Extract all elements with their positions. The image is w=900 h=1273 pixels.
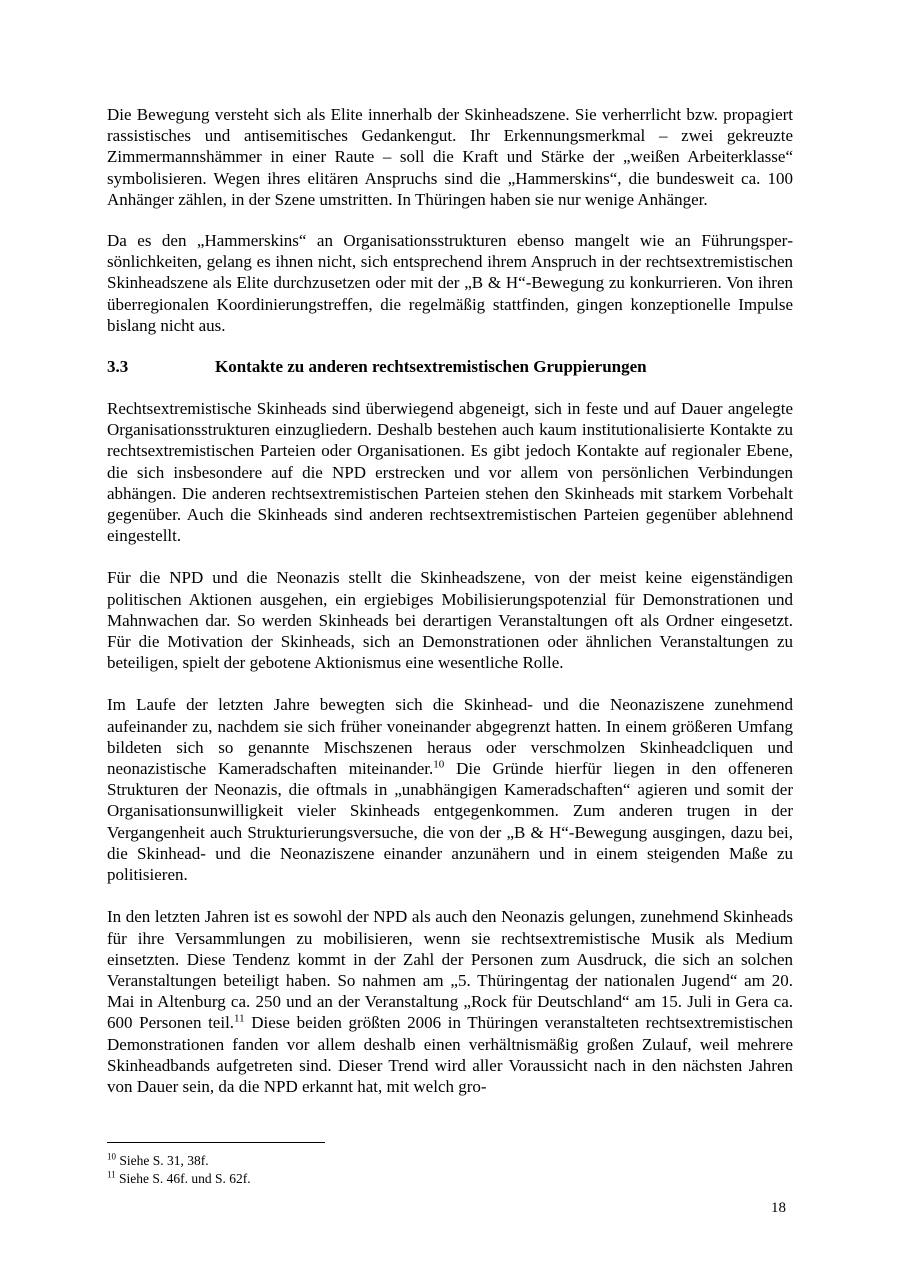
footnote-marker: 11 [107,1169,116,1180]
paragraph-text: Diese beiden größten 2006 in Thüringen veranstalteten rechtsextremistischen Demonstrationen fanden vor allem deshalb einen verhältnismäßig großen Zulauf, weil mehrere Skinheadbands aufgetreten sind. Dieser Trend wird aller Voraussicht nach in den nächsten Jahren von Dauer sein, da die NPD erkannt hat, mit welch gro- [107,1013,793,1096]
paragraph-text: In den letzten Jahren ist es sowohl der NPD als auch den Neonazis gelungen, zunehmend Skinheads für ihre Versammlungen zu mobilisieren, wenn sie rechtsextremistische Musik als Medium einsetzten. Diese Tendenz kommt in der Zahl der Personen zum Ausdruck, die sich an solchen Veranstaltungen beteiligt haben. So nahmen am „5. Thüringentag der nationalen Jugend“ am 20. Mai in Altenburg ca. 250 und an der Veranstaltung „Rock für Deutschland“ am 15. Juli in Gera ca. 600 Personen teil. [107,907,793,1033]
footnote-reference[interactable]: 11 [234,1012,245,1025]
footnote-text: Siehe S. 46f. und S. 62f. [119,1171,251,1186]
paragraph-hammerskins-elite: Die Bewegung versteht sich als Elite innerhalb der Skinheadszene. Sie verherrlicht bzw. propagiert rassistisches und antisemitisches Gedankengut. Ihr Erkennungsmerkmal – zwei gekreuzte Zimmermannshämmer in einer Raute – soll die Kraft und Stärke der „weißen Arbeiterklasse“ symbolisieren. Wegen ihres elitären Anspruchs sind die „Hammerskins“, die bundesweit ca. 100 Anhänger zählen, in der Szene umstritten. In Thüringen haben sie nur wenige Anhänger. [107,105,793,209]
footnote [107,1170,251,1188]
footnote-text: Siehe S. 31, 38f. [119,1153,209,1168]
paragraph-mixed-scenes [107,694,793,885]
footnote-separator [107,1142,325,1143]
section-heading [107,356,793,377]
paragraph-hammerskins-organisation: Da es den „Hammerskins“ an Organisationsstrukturen ebenso mangelt wie an Führungspersönlichkeiten, gelang es ihnen nicht, sich entsprechend ihrem Anspruch in der rechtsextremistischen Skinheadszene als Elite durchzusetzen oder mit der „B & H“-Bewegung zu konkurrieren. Von ihren überregionalen Koordinierungstreffen, die regelmäßig stattfinden, gingen konzeptionelle Impulse bislang nicht aus. [107,231,793,335]
footnote-marker: 10 [107,1151,116,1162]
page-body [107,104,793,1097]
footnotes [107,1152,251,1188]
paragraph-mobilisation: Für die NPD und die Neonazis stellt die Skinheadszene, von der meist keine eigenständigen politischen Aktionen ausgehen, ein ergiebiges Mobilisierungspotenzial für Demonstrationen und Mahnwachen dar. So werden Skinheads bei derartigen Veranstaltungen oft als Ordner eingesetzt. Für die Motivation der Skinheads, sich an Demonstrationen oder ähnlichen Veranstaltungen zu beteiligen, spielt der gebotene Aktionismus eine wesentliche Rolle. [107,568,793,673]
paragraph-music-events [107,906,793,1097]
footnote [107,1152,251,1170]
page-number: 18 [771,1200,786,1216]
section-title: Kontakte zu anderen rechtsextremistischen Gruppierungen [215,357,647,377]
section-number: 3.3 [107,357,129,377]
footnote-reference[interactable]: 10 [433,758,445,771]
paragraph-text: Im Laufe der letzten Jahre bewegten sich die Skinhead- und die Neonaziszene zunehmend aufeinander zu, nachdem sie sich früher voneinander abgegrenzt hatten. In einem größeren Umfang bildeten sich so genannte Mischszenen heraus oder verschmolzen Skinheadcliquen und neonazistische Kameradschaften miteinander. [107,695,793,779]
paragraph-text: Die Gründe hierfür liegen in den offeneren Strukturen der Neonazis, die oftmals in „unabhängigen Kameradschaften“ agieren und somit der Organisationsunwilligkeit vieler Skinheads entgegenkommen. Zum anderen trugen in der Vergangenheit auch Strukturierungsversuche, die von der „B & H“-Bewegung ausgingen, dazu bei, die Skinhead- und die Neonaziszene einander anzunähern und in einem steigenden Maße zu politisieren. [107,759,793,885]
paragraph-skinhead-contacts: Rechtsextremistische Skinheads sind überwiegend abgeneigt, sich in feste und auf Dauer angelegte Organisationsstrukturen einzugliedern. Deshalb bestehen auch kaum institutionalisierte Kontakte zu rechtsextremistischen Parteien oder Organisationen. Es gibt jedoch Kontakte auf regionaler Ebene, die sich insbesondere auf die NPD erstrecken und vor allem von persönlichen Verbindungen abhängen. Die anderen rechtsextremistischen Parteien stehen den Skinheads mit starkem Vorbehalt gegenüber. Auch die Skinheads sind anderen rechtsextremistischen Parteien gegenüber ablehnend eingestellt. [107,399,793,546]
